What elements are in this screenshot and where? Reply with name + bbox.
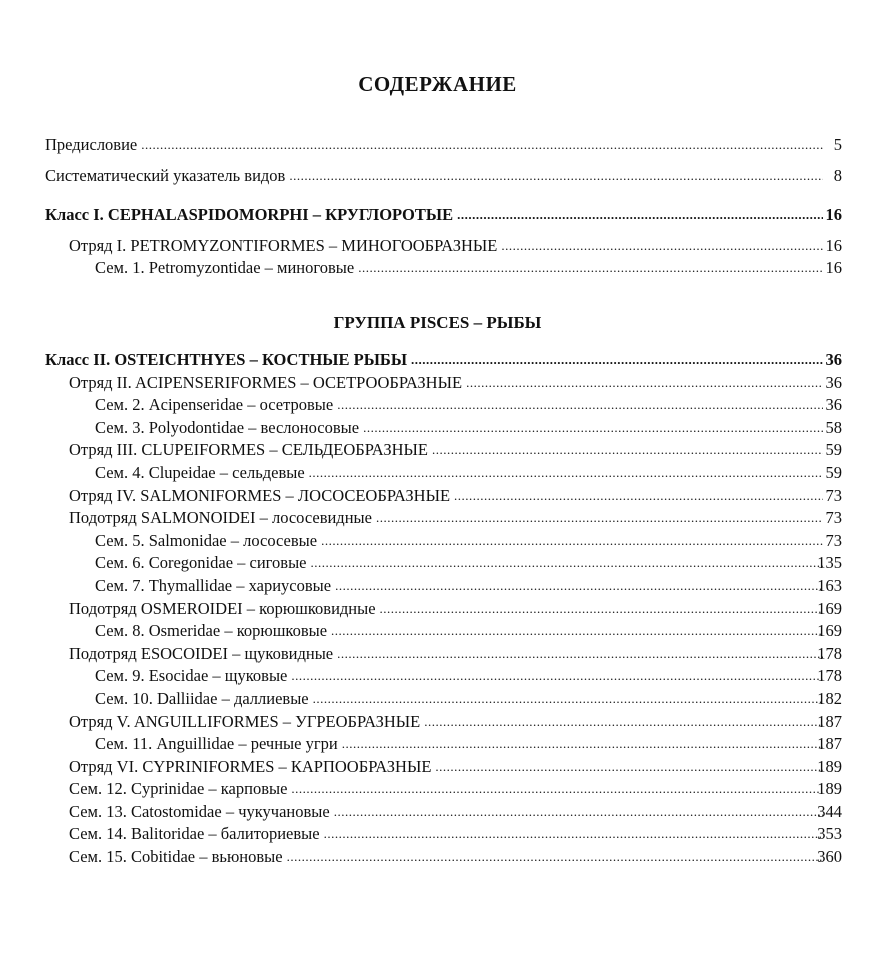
toc-entry-title: Сем. 7. Thymallidae – хариусовые <box>95 575 332 595</box>
toc-page-number: 135 <box>817 553 842 573</box>
toc-entry-title: Сем. 8. Osmeridae – корюшковые <box>95 621 328 641</box>
toc-entry-title: Систематический указатель видов <box>45 165 286 185</box>
dot-leader <box>321 529 823 553</box>
toc-page-number: 16 <box>825 205 842 224</box>
toc-entry[interactable] <box>0 620 875 643</box>
toc-entry[interactable] <box>0 257 875 280</box>
dot-leader <box>411 348 823 372</box>
toc-page-number: 16 <box>825 258 842 278</box>
dot-leader <box>435 755 823 779</box>
toc-entry[interactable] <box>0 165 875 188</box>
dot-leader <box>291 664 823 688</box>
toc-page-number: 187 <box>817 711 842 731</box>
toc-page-number: 360 <box>817 847 842 867</box>
toc-page-number: 8 <box>833 165 842 185</box>
toc-entry-title: Сем. 4. Clupeidae – сельдевые <box>95 462 305 482</box>
toc-entry[interactable] <box>0 204 875 227</box>
toc-page-number: 189 <box>817 779 842 799</box>
toc-page-number: 36 <box>825 372 842 392</box>
dot-leader <box>334 800 823 824</box>
toc-page-number: 16 <box>825 235 842 255</box>
toc-page-number: 5 <box>833 135 842 154</box>
toc-class-one-section <box>0 204 875 280</box>
dot-leader <box>324 822 823 846</box>
toc-entry[interactable] <box>0 711 875 734</box>
toc-class-two-section <box>0 349 875 869</box>
toc-entry[interactable] <box>0 665 875 688</box>
toc-page-number: 344 <box>817 801 842 821</box>
toc-entry[interactable] <box>0 507 875 530</box>
toc-entry-title: Класс I. CEPHALASPIDOMORPHI – КРУГЛОРОТЫЕ <box>45 205 454 224</box>
toc-entry-title: Класс II. OSTEICHTHYES – КОСТНЫЕ РЫБЫ <box>45 350 408 369</box>
toc-entry-title: Сем. 11. Anguillidae – речные угри <box>95 734 338 754</box>
dot-leader <box>141 133 823 157</box>
toc-entry-title: Отряд VI. CYPRINIFORMES – КАРПООБРАЗНЫЕ <box>69 756 432 776</box>
toc-entry-title: Сем. 15. Cobitidae – вьюновые <box>69 847 283 867</box>
toc-entry-title: Отряд IV. SALMONIFORMES – ЛОСОСЕОБРАЗНЫЕ <box>69 485 451 505</box>
dot-leader <box>337 642 823 666</box>
toc-page-number: 73 <box>825 508 842 528</box>
toc-entry-title: Отряд I. PETROMYZONTIFORMES – МИНОГООБРАЗНЫЕ <box>69 235 498 255</box>
toc-entry[interactable] <box>0 733 875 756</box>
toc-entry[interactable] <box>0 552 875 575</box>
toc-entry[interactable] <box>0 417 875 440</box>
toc-entry[interactable] <box>0 530 875 553</box>
toc-entry-title: Отряд II. ACIPENSERIFORMES – ОСЕТРООБРАЗНЫЕ <box>69 372 463 392</box>
toc-entry[interactable] <box>0 372 875 395</box>
toc-entry-title: Подотряд OSMEROIDEI – корюшковидные <box>69 598 376 618</box>
page-title: СОДЕРЖАНИЕ <box>358 72 517 96</box>
dot-leader <box>454 484 823 508</box>
toc-entry[interactable] <box>0 349 875 372</box>
dot-leader <box>376 506 823 530</box>
dot-leader <box>342 732 823 756</box>
toc-entry[interactable] <box>0 823 875 846</box>
dot-leader <box>363 416 823 440</box>
toc-entry-title: Подотряд ESOCOIDEI – щуковидные <box>69 643 334 663</box>
toc-entry-title: Сем. 6. Coregonidae – сиговые <box>95 553 307 573</box>
toc-page-number: 73 <box>825 530 842 550</box>
dot-leader <box>289 164 823 188</box>
dot-leader <box>424 710 823 734</box>
dot-leader <box>309 461 823 485</box>
toc-entry-title: Сем. 2. Acipenseridae – осетровые <box>95 395 334 415</box>
toc-entry-title: Подотряд SALMONOIDEI – лососевидные <box>69 508 372 528</box>
dot-leader <box>457 203 823 227</box>
toc-entry[interactable] <box>0 756 875 779</box>
toc-entry[interactable] <box>0 688 875 711</box>
toc-intro-section <box>0 134 875 187</box>
dot-leader <box>337 393 823 417</box>
toc-entry-title: Сем. 1. Petromyzontidae – миноговые <box>95 258 355 278</box>
toc-page-number: 36 <box>825 395 842 415</box>
dot-leader <box>331 619 823 643</box>
dot-leader <box>501 234 823 258</box>
toc-page-number: 353 <box>817 824 842 844</box>
toc-entry-title: Отряд III. CLUPEIFORMES – СЕЛЬДЕОБРАЗНЫЕ <box>69 440 428 460</box>
dot-leader <box>380 597 823 621</box>
toc-entry-title: Сем. 3. Polyodontidae – веслоносовые <box>95 417 360 437</box>
toc-page-number: 58 <box>825 417 842 437</box>
toc-entry[interactable] <box>0 598 875 621</box>
toc-entry-title: Сем. 9. Esocidae – щуковые <box>95 666 288 686</box>
toc-entry[interactable] <box>0 846 875 869</box>
toc-page-number: 187 <box>817 734 842 754</box>
toc-page-number: 36 <box>825 350 842 369</box>
toc-entry-title: Отряд V. ANGUILLIFORMES – УГРЕОБРАЗНЫЕ <box>69 711 421 731</box>
toc-entry[interactable] <box>0 801 875 824</box>
toc-page-number: 59 <box>825 440 842 460</box>
toc-entry[interactable] <box>0 235 875 258</box>
toc-entry-title: Сем. 5. Salmonidae – лососевые <box>95 530 318 550</box>
toc-page-number: 178 <box>817 643 842 663</box>
toc-entry[interactable] <box>0 778 875 801</box>
toc-page-number: 182 <box>817 688 842 708</box>
dot-leader <box>432 438 823 462</box>
dot-leader <box>287 845 823 869</box>
toc-entry-title: Предисловие <box>45 135 138 154</box>
dot-leader <box>311 551 824 575</box>
toc-entry[interactable] <box>0 394 875 417</box>
toc-page-number: 73 <box>825 485 842 505</box>
group-heading: ГРУППА PISCES – РЫБЫ <box>333 313 542 332</box>
toc-entry[interactable] <box>0 439 875 462</box>
toc-entry[interactable] <box>0 643 875 666</box>
toc-page-number: 178 <box>817 666 842 686</box>
toc-page-number: 169 <box>817 598 842 618</box>
dot-leader <box>466 371 823 395</box>
dot-leader <box>358 256 823 280</box>
dot-leader <box>313 687 823 711</box>
dot-leader <box>291 777 823 801</box>
toc-entry-title: Сем. 14. Balitoridae – балиториевые <box>69 824 320 844</box>
toc-entry-title: Сем. 10. Dalliidae – даллиевые <box>95 688 309 708</box>
toc-entry-title: Сем. 13. Catostomidae – чукучановые <box>69 801 330 821</box>
toc-entry[interactable] <box>0 575 875 598</box>
toc-page-number: 189 <box>817 756 842 776</box>
toc-entry[interactable] <box>0 462 875 485</box>
toc-entry[interactable] <box>0 485 875 508</box>
toc-entry-title: Сем. 12. Cyprinidae – карповые <box>69 779 288 799</box>
toc-page-number: 163 <box>817 575 842 595</box>
dot-leader <box>335 574 823 598</box>
toc-page-number: 169 <box>817 621 842 641</box>
toc-entry[interactable] <box>0 134 875 157</box>
toc-page-number: 59 <box>825 462 842 482</box>
